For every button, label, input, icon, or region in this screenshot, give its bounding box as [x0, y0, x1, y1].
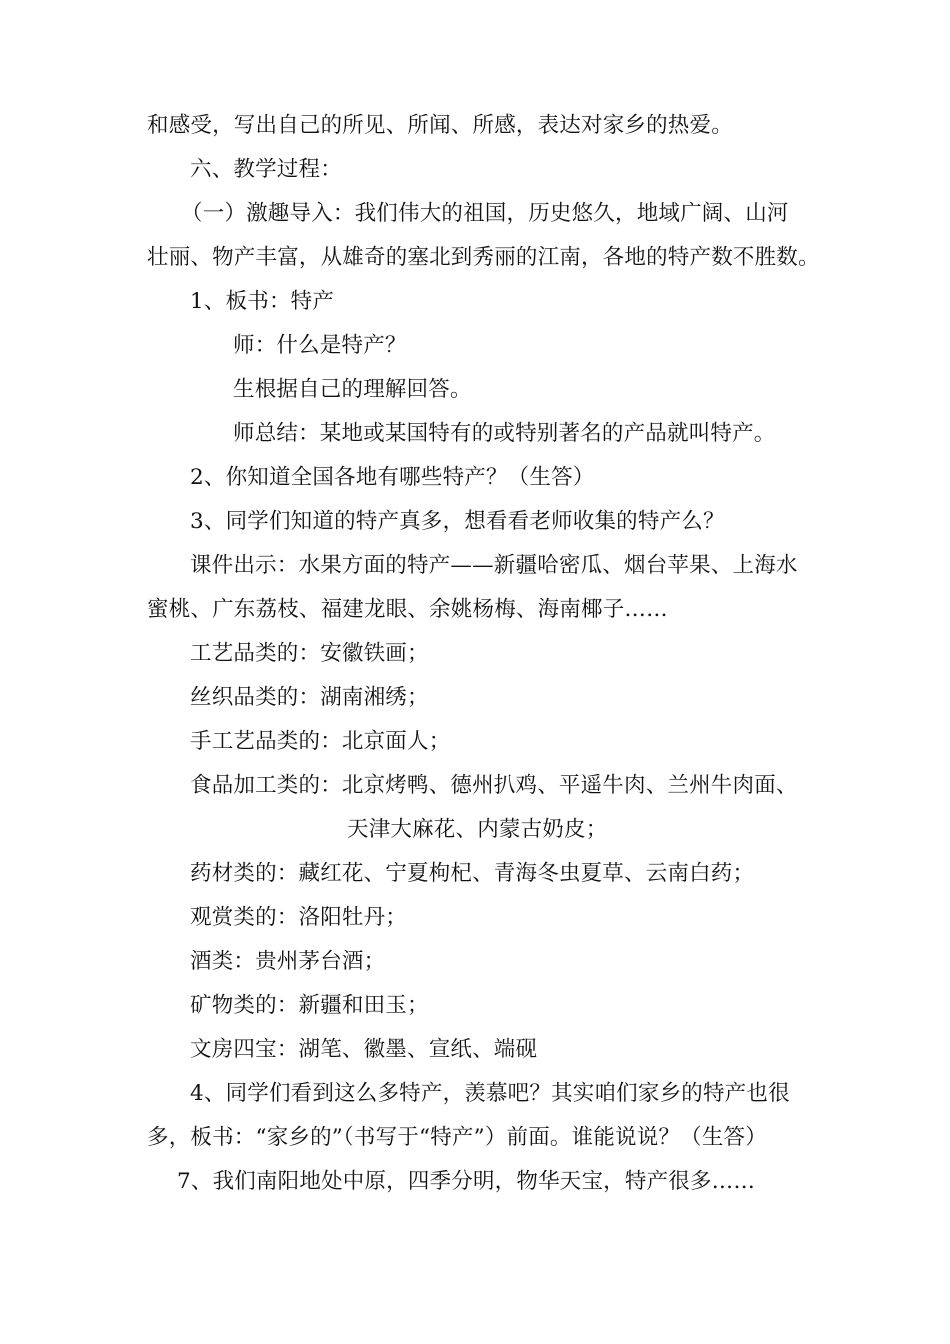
text-line-15: 手工艺品类的：北京面人；	[190, 729, 451, 754]
text-line-3: （一）激趣导入：我们伟大的祖国，历史悠久，地域广阔、山河	[181, 201, 789, 226]
text-line-12: 蜜桃、广东荔枝、福建龙眼、余姚杨梅、海南椰子……	[147, 597, 668, 622]
text-line-22: 文房四宝：湖笔、徽墨、宣纸、端砚	[190, 1037, 538, 1062]
text-line-7: 生根据自己的理解回答。	[233, 377, 472, 402]
text-line-19: 观赏类的：洛阳牡丹；	[190, 905, 408, 930]
text-line-17: 天津大麻花、内蒙古奶皮；	[347, 817, 608, 842]
text-line-24: 多，板书：“家乡的”（书写于“特产”）前面。谁能说说？（生答）	[147, 1125, 767, 1150]
text-line-5: 1、板书：特产	[190, 289, 335, 314]
text-line-18: 药材类的：藏红花、宁夏枸杞、青海冬虫夏草、云南白药；	[190, 861, 755, 886]
text-line-16: 食品加工类的：北京烤鸭、德州扒鸡、平遥牛肉、兰州牛肉面、	[190, 773, 798, 798]
text-line-6: 师：什么是特产？	[233, 333, 407, 358]
text-line-2: 六、教学过程：	[190, 157, 342, 182]
text-line-11: 课件出示：水果方面的特产——新疆哈密瓜、烟台苹果、上海水	[190, 553, 798, 578]
text-line-10: 3、同学们知道的特产真多，想看看老师收集的特产么？	[190, 509, 725, 534]
text-line-1: 和感受，写出自己的所见、所闻、所感，表达对家乡的热爱。	[147, 113, 733, 138]
text-line-9: 2、你知道全国各地有哪些特产？（生答）	[190, 465, 595, 490]
text-line-4: 壮丽、物产丰富，从雄奇的塞北到秀丽的江南，各地的特产数不胜数。	[147, 245, 820, 270]
text-line-20: 酒类：贵州茅台酒；	[190, 949, 386, 974]
text-line-8: 师总结：某地或某国特有的或特别著名的产品就叫特产。	[233, 421, 776, 446]
text-line-25: 7、我们南阳地处中原，四季分明，物华天宝，特产很多……	[177, 1169, 756, 1194]
text-line-23: 4、同学们看到这么多特产，羡慕吧？其实咱们家乡的特产也很	[190, 1081, 790, 1106]
text-line-14: 丝织品类的：湖南湘绣；	[190, 685, 429, 710]
text-line-13: 工艺品类的：安徽铁画；	[190, 641, 429, 666]
text-line-21: 矿物类的：新疆和田玉；	[190, 993, 429, 1018]
